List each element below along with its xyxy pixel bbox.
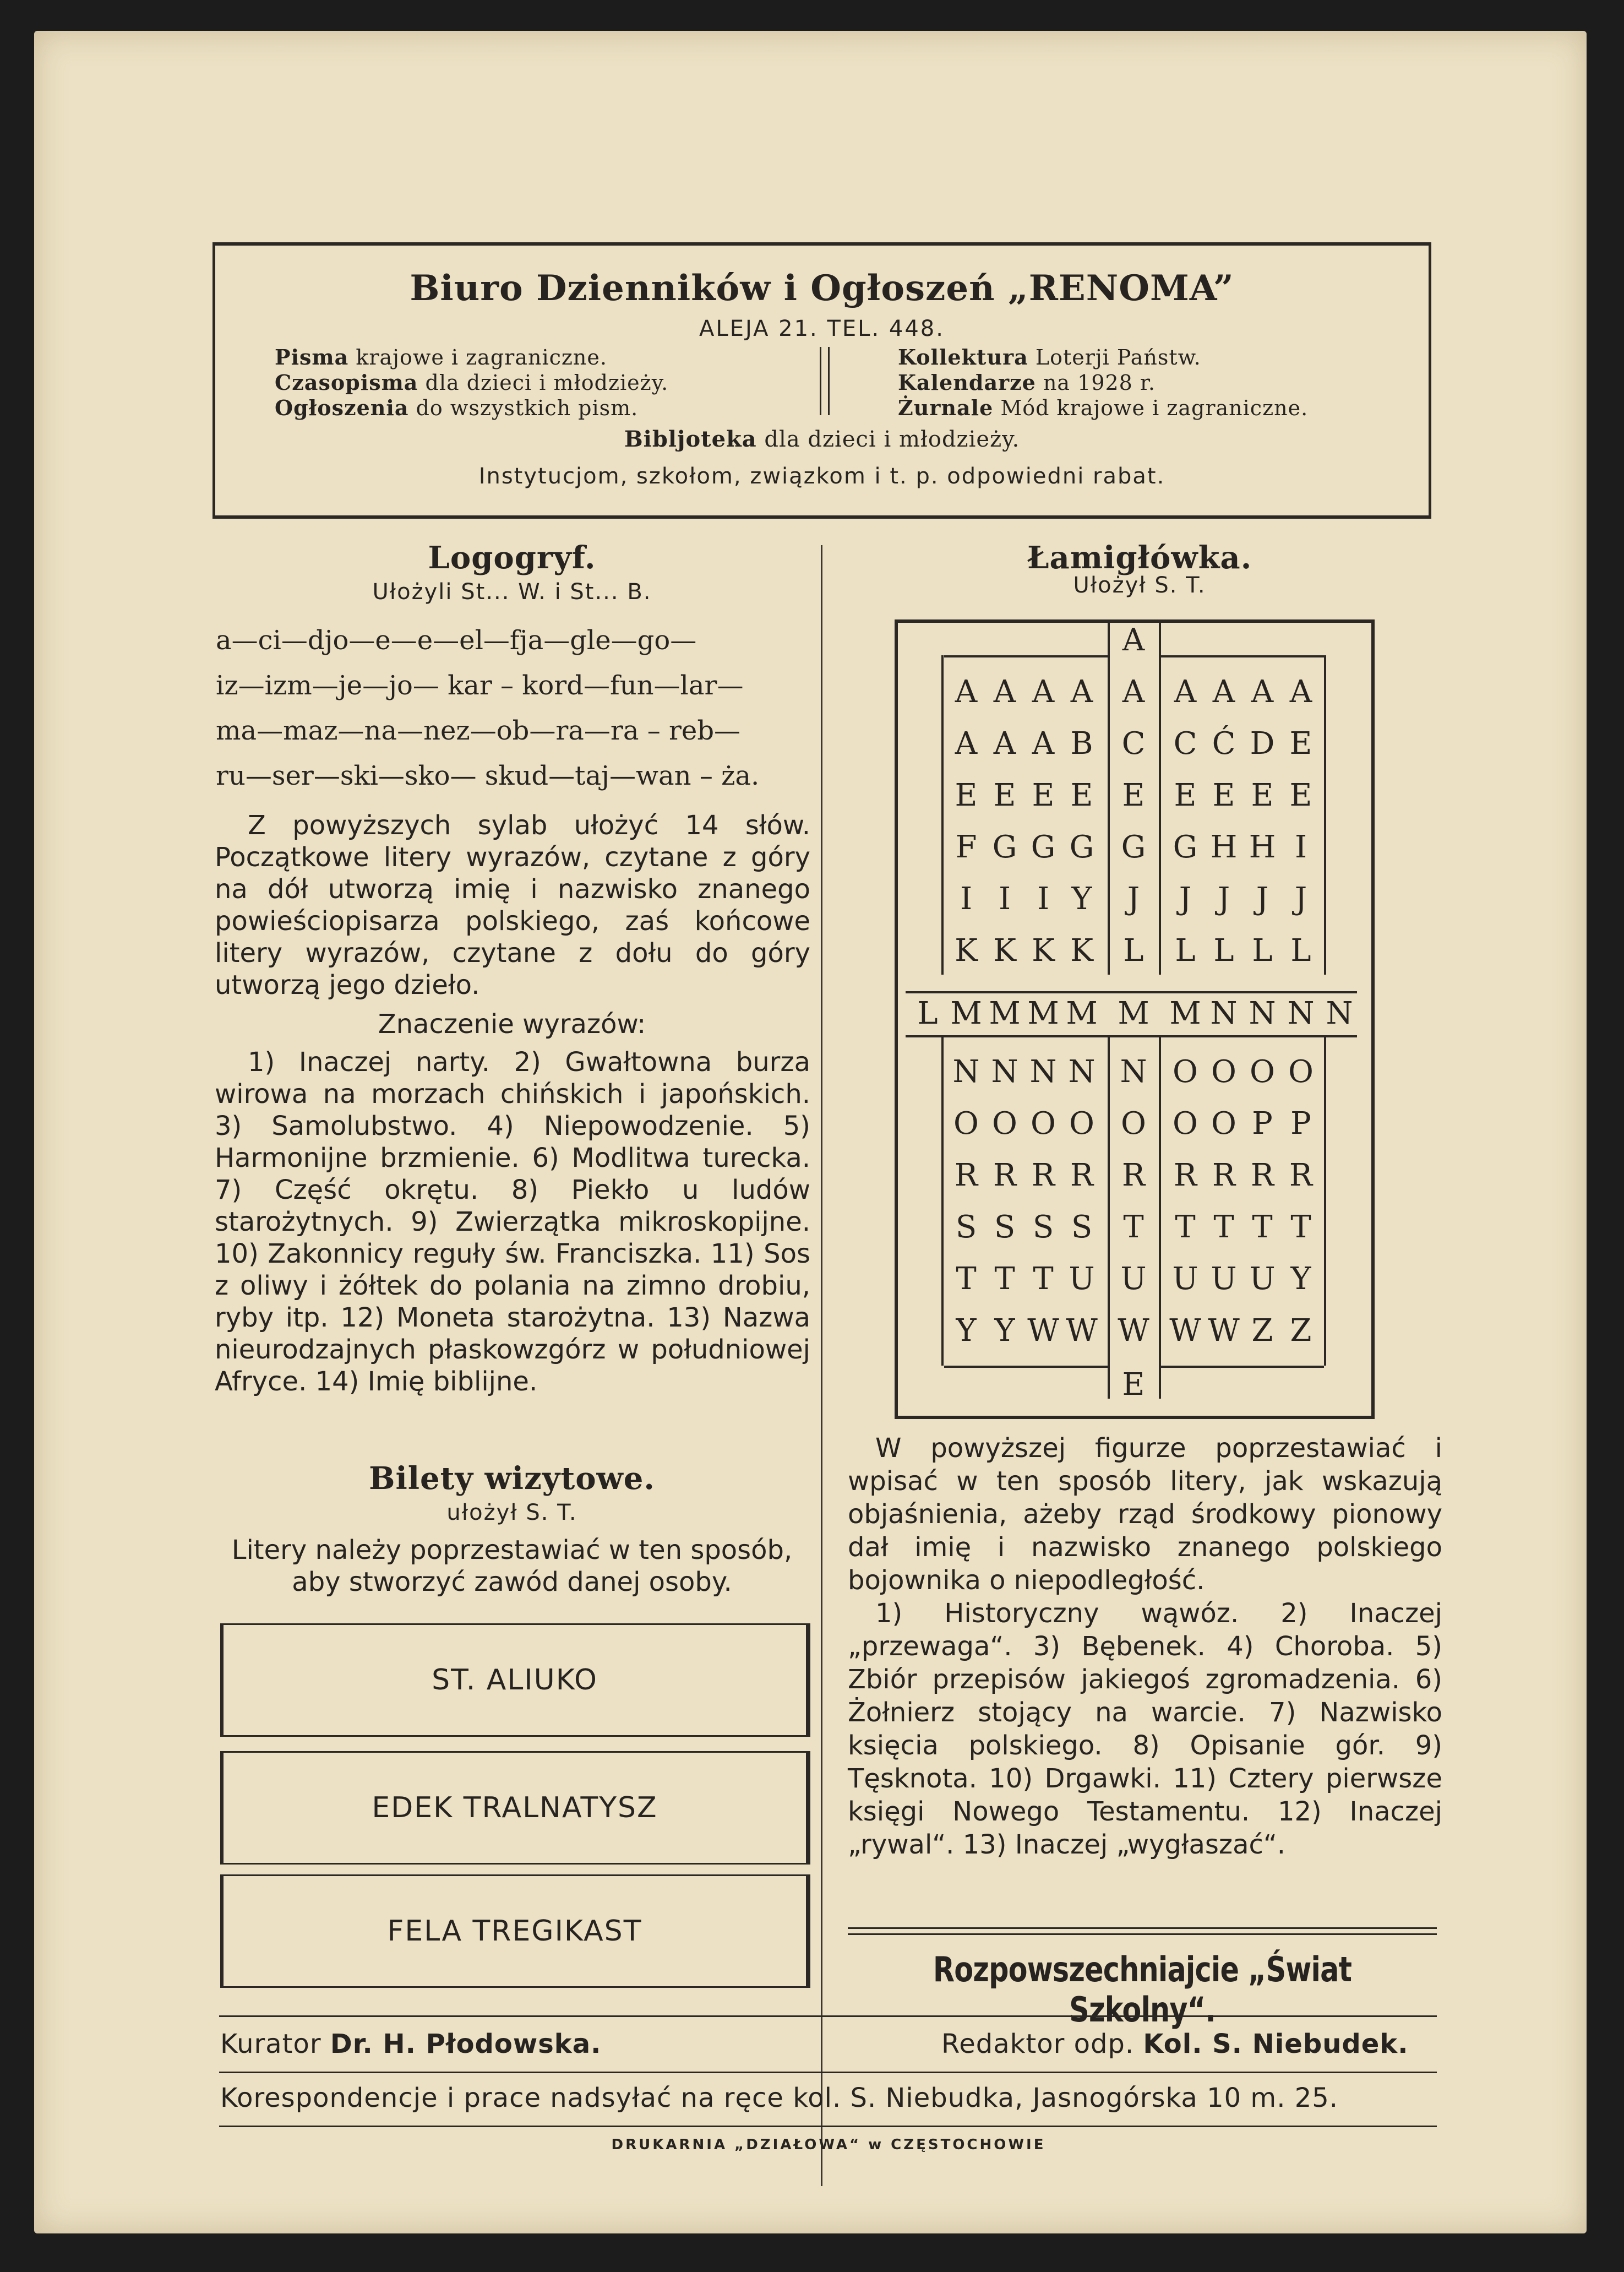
puzzle-letter: W (1066, 1313, 1098, 1349)
logogryf-instructions: Z powyższych sylab ułożyć 14 słów. Początkowe litery wyrazów, czytane z góry na dół utworzą imię i nazwisko znanego powieściopisarza polskiego, zaś końcowe litery wyrazów, czytane z dołu do góry utworzą jego dzieło. (215, 810, 810, 1001)
editor-label: Redaktor odp. (941, 2029, 1135, 2059)
puzzle-letter: E (1289, 726, 1312, 762)
footer-rule-top (219, 2015, 1437, 2017)
grid-line (1159, 1366, 1324, 1368)
puzzle-letter: E (1122, 1367, 1145, 1403)
puzzle-letter: A (1122, 674, 1145, 710)
puzzle-letter: C (1121, 726, 1146, 762)
footer-rule-mid (219, 2072, 1437, 2073)
grid-line (1324, 655, 1326, 975)
puzzle-letter: N (1287, 996, 1315, 1031)
puzzle-letter: E (1212, 778, 1235, 813)
ad-library-text: dla dzieci i młodzieży. (756, 427, 1020, 452)
puzzle-letter: O (1211, 1106, 1236, 1142)
ad-item-text: na 1928 r. (1036, 371, 1156, 395)
puzzle-letter: G (1121, 829, 1146, 865)
ad-address: ALEJA 21. TEL. 448. (699, 316, 945, 341)
grid-line (1159, 622, 1161, 975)
slogan-rule (848, 1927, 1437, 1935)
puzzle-letter: Y (1290, 1261, 1311, 1297)
grid-line (1159, 1035, 1161, 1399)
puzzle-letter: N (1210, 996, 1238, 1031)
logogryf-title: Logogryf. (428, 540, 596, 576)
puzzle-letter: U (1069, 1261, 1095, 1297)
puzzle-letter: E (1032, 778, 1055, 813)
puzzle-letter: T (1033, 1261, 1054, 1297)
bilety-author: ułożył S. T. (446, 1500, 577, 1525)
bilety-title: Bilety wizytowe. (369, 1460, 655, 1497)
puzzle-letter: A (955, 674, 978, 710)
puzzle-letter: O (1288, 1054, 1314, 1090)
puzzle-letter: Ć (1212, 726, 1236, 762)
puzzle-letter: R (1070, 1157, 1094, 1193)
puzzle-letter: A (955, 726, 978, 762)
puzzle-letter: U (1211, 1261, 1237, 1297)
puzzle-letter: H (1210, 829, 1238, 865)
lamiglowka-author: Ułożył S. T. (1073, 573, 1206, 598)
puzzle-letter: O (1250, 1054, 1275, 1090)
ad-left-item (275, 370, 963, 395)
puzzle-letter: W (1208, 1313, 1240, 1349)
syllable-line: ru—ser—ski—sko— skud—taj—wan – ża. (216, 760, 760, 791)
puzzle-letter: N (1029, 1054, 1057, 1090)
editor-line (941, 2029, 1408, 2059)
puzzle-letter: S (1032, 1209, 1054, 1245)
puzzle-letter: I (960, 881, 973, 917)
puzzle-letter: S (1071, 1209, 1093, 1245)
puzzle-letter: E (1174, 778, 1197, 813)
meanings-heading: Znaczenie wyrazów: (378, 1009, 646, 1040)
lamiglowka-title: Łamigłówka. (1027, 540, 1252, 576)
puzzle-letter: A (1070, 674, 1093, 710)
logogryf-meanings: 1) Inaczej narty. 2) Gwałtowna burza wirowa na morzach chińskich i japońskich. 3) Samolubstwo. 4) Niepowodzenie. 5) Harmonijne brzmienie. 6) Modlitwa turecka. 7) Część okrętu. 8) Piekło u ludów starożytnych. 9) Zwierzątka mikroskopijne. 10) Zakonnicy reguły św. Franciszka. 11) Sos z oliwy i żółtek do polania na zimno drobiu, ryby itp. 12) Moneta starożytna. 13) Nazwa nieurodzajnych płaskowzgórz w południowej Afryce. 14) Imię biblijne. (215, 1047, 810, 1397)
puzzle-letter: A (1174, 674, 1197, 710)
puzzle-letter: T (1123, 1209, 1144, 1245)
puzzle-letter: A (1032, 674, 1055, 710)
puzzle-letter: G (1173, 829, 1198, 865)
puzzle-letter: U (1172, 1261, 1198, 1297)
puzzle-letter: Y (994, 1313, 1015, 1349)
puzzle-letter: L (1213, 933, 1234, 969)
puzzle-letter: S (994, 1209, 1016, 1245)
puzzle-letter: O (1031, 1106, 1056, 1142)
puzzle-letter: M (1118, 996, 1149, 1031)
logogryf-syllables (216, 618, 811, 798)
puzzle-letter: R (1289, 1157, 1313, 1193)
puzzle-letter: O (1173, 1054, 1198, 1090)
ad-item-key: Ogłoszenia (275, 395, 409, 420)
visiting-card: EDEK TRALNATYSZ (220, 1751, 810, 1865)
puzzle-letter: M (1169, 996, 1201, 1031)
puzzle-letter: L (1290, 933, 1311, 969)
grid-line (1108, 622, 1110, 975)
syllable-line: a—ci—djo—e—e—el—fja—gle—go— (216, 625, 697, 656)
ad-item-key: Kalendarze (898, 370, 1036, 395)
puzzle-letter: G (1031, 829, 1056, 865)
ad-item-text: Loterji Państw. (1028, 345, 1201, 369)
puzzle-letter: I (1037, 881, 1050, 917)
puzzle-letter: Y (1071, 881, 1092, 917)
puzzle-letter: R (1173, 1157, 1197, 1193)
puzzle-letter: P (1290, 1106, 1311, 1142)
puzzle-letter: W (1169, 1313, 1201, 1349)
visiting-card: FELA TREGIKAST (220, 1874, 810, 1988)
puzzle-letter: H (1249, 829, 1276, 865)
ad-right-list (898, 345, 1426, 421)
puzzle-letter: A (993, 674, 1016, 710)
ad-item-text: Mód krajowe i zagraniczne. (993, 396, 1309, 420)
ad-left-item (275, 345, 963, 370)
syllable-line: iz—izm—je—jo— kar – kord—fun—lar— (216, 670, 744, 701)
puzzle-letter: K (1032, 933, 1055, 969)
footer-rule-bottom (219, 2126, 1437, 2127)
ad-right-item (898, 345, 1426, 370)
ad-item-key: Kollektura (898, 345, 1028, 369)
puzzle-letter: R (1212, 1157, 1236, 1193)
puzzle-letter: A (1122, 622, 1145, 658)
ad-right-item (898, 395, 1426, 421)
puzzle-letter: E (955, 778, 978, 813)
puzzle-letter: G (1069, 829, 1094, 865)
renoma-ad-box (212, 242, 1431, 519)
ad-item-key: Pisma (275, 345, 349, 369)
ad-title: Biuro Dzienników i Ogłoszeń „RENOMA” (410, 268, 1234, 309)
puzzle-letter: P (1252, 1106, 1273, 1142)
grid-line (944, 655, 1109, 657)
puzzle-letter: S (955, 1209, 977, 1245)
lamiglowka-clues: 1) Historyczny wąwóz. 2) Inaczej „przewaga“. 3) Bębenek. 4) Choroba. 5) Zbiór przepisów jakiegoś zgromadzenia. 6) Żołnierz stojący na warcie. 7) Nazwisko księcia polskiego. 8) Opisanie gór. 9) Tęsknota. 10) Drgawki. 11) Cztery pierwsze księgi Nowego Testamentu. 12) Inaczej „rywal“. 13) Inaczej „wygłaszać“. (848, 1598, 1442, 1860)
puzzle-letter: T (1290, 1209, 1311, 1245)
puzzle-letter: R (1121, 1157, 1146, 1193)
puzzle-letter: T (956, 1261, 977, 1297)
bilety-instructions: Litery należy poprzestawiać w ten sposób, aby stworzyć zawód danej osoby. (231, 1535, 793, 1597)
puzzle-letter: J (1127, 881, 1140, 917)
puzzle-letter: E (1122, 778, 1145, 813)
puzzle-letter: U (1249, 1261, 1276, 1297)
grid-line (1159, 655, 1324, 657)
grid-line (906, 991, 1357, 993)
printer-line: DRUKARNIA „DZIAŁOWA“ w CZĘSTOCHOWIE (611, 2137, 1046, 2153)
grid-line (1324, 1035, 1326, 1366)
puzzle-letter: L (1252, 933, 1273, 969)
puzzle-letter: I (1294, 829, 1307, 865)
puzzle-letter: A (1251, 674, 1274, 710)
puzzle-letter: B (1070, 726, 1093, 762)
puzzle-letter: O (1173, 1106, 1198, 1142)
puzzle-letter: M (1066, 996, 1098, 1031)
puzzle-letter: R (954, 1157, 978, 1193)
puzzle-letter: K (1070, 933, 1093, 969)
puzzle-letter: A (1212, 674, 1235, 710)
column-divider (821, 545, 822, 2186)
ad-item-text: dla dzieci i młodzieży. (418, 371, 669, 395)
curator-line (220, 2029, 601, 2059)
puzzle-letter: Z (1251, 1313, 1273, 1349)
syllable-line: ma—maz—na—nez—ob—ra—ra – reb— (216, 715, 741, 746)
puzzle-letter: J (1217, 881, 1230, 917)
puzzle-letter: M (950, 996, 982, 1031)
ad-left-list (275, 345, 963, 421)
ad-item-text: krajowe i zagraniczne. (348, 345, 607, 369)
puzzle-letter: T (1175, 1209, 1196, 1245)
grid-line (941, 1035, 944, 1366)
puzzle-letter: E (1289, 778, 1312, 813)
puzzle-letter: K (955, 933, 978, 969)
puzzle-letter: I (998, 881, 1011, 917)
puzzle-letter: G (992, 829, 1017, 865)
puzzle-letter: A (1032, 726, 1055, 762)
puzzle-letter: O (1069, 1106, 1094, 1142)
curator-name: Dr. H. Płodowska. (330, 2029, 602, 2059)
grid-line (906, 1035, 1357, 1037)
puzzle-letter: L (1123, 933, 1144, 969)
puzzle-letter: N (1068, 1054, 1096, 1090)
editor-name: Kol. S. Niebudek. (1143, 2029, 1409, 2059)
puzzle-letter: T (1213, 1209, 1234, 1245)
puzzle-letter: L (917, 996, 938, 1031)
puzzle-letter: E (1251, 778, 1274, 813)
correspondence-line: Korespondencje i prace nadsyłać na ręce kol. S. Niebudka, Jasnogórska 10 m. 25. (220, 2083, 1339, 2113)
slogan: Rozpowszechniajcie „Świat Szkolny“. (933, 1949, 1352, 2030)
puzzle-letter: T (994, 1261, 1015, 1297)
ad-divider (820, 347, 830, 415)
grid-line (944, 1366, 1109, 1368)
puzzle-letter: L (1175, 933, 1196, 969)
ad-item-text: do wszystkich pism. (408, 396, 639, 420)
puzzle-letter: O (992, 1106, 1017, 1142)
ad-left-item (275, 395, 963, 421)
ad-item-key: Czasopisma (275, 370, 418, 395)
puzzle-letter: E (993, 778, 1016, 813)
puzzle-letter: R (993, 1157, 1017, 1193)
ad-library-line (215, 426, 1429, 452)
puzzle-letter: J (1294, 881, 1307, 917)
puzzle-letter: O (953, 1106, 979, 1142)
puzzle-letter: A (993, 726, 1016, 762)
puzzle-letter: N (952, 1054, 980, 1090)
lamiglowka-instructions: W powyższej figurze poprzestawiać i wpisać w ten sposób litery, jak wskazują objaśnienia, ażeby rząd środkowy pionowy dał imię i nazwisko znanego polskiego bojownika o niepodległość. (848, 1433, 1442, 1596)
ad-library-key: Bibljoteka (624, 426, 757, 452)
puzzle-letter: N (991, 1054, 1018, 1090)
puzzle-letter: J (1256, 881, 1269, 917)
visiting-card: ST. ALIUKO (220, 1623, 810, 1737)
puzzle-letter: M (989, 996, 1021, 1031)
puzzle-letter: R (1250, 1157, 1274, 1193)
curator-label: Kurator (220, 2029, 321, 2059)
puzzle-letter: A (1289, 674, 1312, 710)
puzzle-letter: F (955, 829, 977, 865)
puzzle-letter: M (1027, 996, 1059, 1031)
puzzle-letter: W (1118, 1313, 1149, 1349)
puzzle-letter: T (1252, 1209, 1273, 1245)
puzzle-letter: O (1211, 1054, 1236, 1090)
puzzle-letter: K (993, 933, 1016, 969)
puzzle-letter: C (1173, 726, 1197, 762)
ad-institutions-line: Instytucjom, szkołom, związkom i t. p. odpowiedni rabat. (478, 464, 1165, 489)
ad-item-key: Żurnale (898, 395, 994, 420)
grid-line (941, 655, 944, 975)
puzzle-letter: Z (1290, 1313, 1312, 1349)
puzzle-letter: U (1120, 1261, 1147, 1297)
puzzle-letter: D (1250, 726, 1275, 762)
logogryf-authors: Ułożyli St... W. i St... B. (372, 579, 652, 605)
ad-right-item (898, 370, 1426, 395)
puzzle-letter: Y (956, 1313, 977, 1349)
puzzle-letter: R (1031, 1157, 1055, 1193)
puzzle-letter: J (1179, 881, 1192, 917)
puzzle-letter: N (1120, 1054, 1147, 1090)
puzzle-letter: O (1121, 1106, 1146, 1142)
puzzle-letter: W (1027, 1313, 1059, 1349)
puzzle-letter: N (1326, 996, 1353, 1031)
grid-line (1108, 1035, 1110, 1399)
puzzle-letter: E (1070, 778, 1093, 813)
puzzle-letter: N (1249, 996, 1276, 1031)
